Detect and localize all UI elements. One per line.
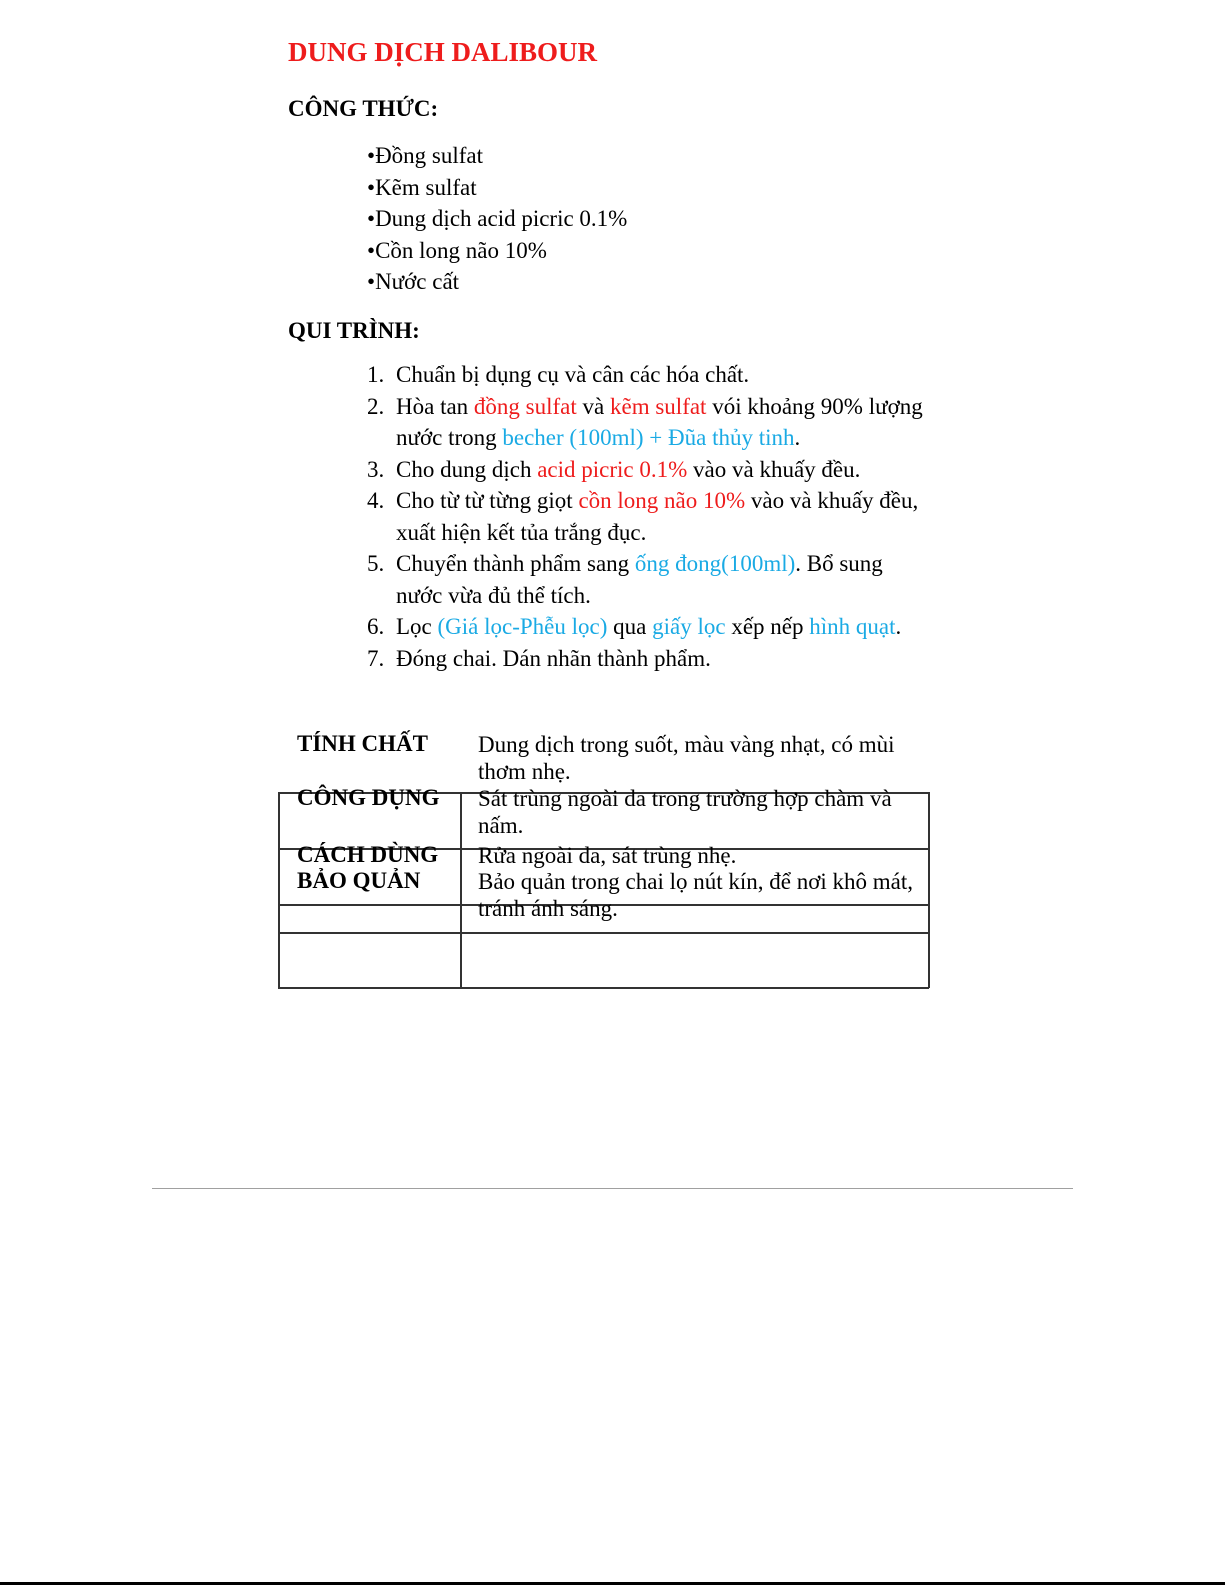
step-text: Cho từ từ từng giọt cồn long não 10% vào và khuấy đều, xuất hiện kết tủa trắng đục. (396, 488, 919, 545)
formula-list (367, 140, 627, 298)
formula-item: • Đồng sulfat (367, 140, 627, 172)
table-border (278, 792, 280, 988)
procedure-heading: QUI TRÌNH: (288, 318, 420, 343)
chemical-highlight: kẽm sulfat (610, 393, 707, 419)
step-text: Cho dung dịch acid picric 0.1% vào và khuấy đều. (396, 456, 861, 482)
procedure-step (367, 359, 932, 391)
chemical-highlight: đồng sulfat (473, 393, 577, 419)
procedure-step (367, 643, 932, 675)
formula-item: • Cồn long não 10% (367, 235, 627, 267)
table-border (460, 792, 462, 988)
step-number: 5. (367, 551, 385, 576)
property-label: CÔNG DỤNG (297, 785, 440, 810)
procedure-step (367, 391, 932, 454)
formula-heading: CÔNG THỨC: (288, 96, 439, 121)
procedure-step (367, 611, 932, 643)
equipment-highlight: giấy lọc (652, 614, 726, 639)
step-text: Hòa tan đồng sulfat và kẽm sulfat vói khoảng 90% lượng nước trong becher (100ml) + Đũa thủy tinh. (396, 393, 923, 450)
table-border (278, 932, 929, 934)
procedure-step (367, 485, 932, 548)
step-text: Chuyển thành phẩm sang ống đong(100ml). Bổ sung nước vừa đủ thể tích. (396, 551, 883, 608)
table-border (278, 987, 929, 989)
step-text: Lọc (Giá lọc-Phễu lọc) qua giấy lọc xếp nếp hình quạt. (396, 614, 902, 639)
equipment-highlight: (Giá lọc-Phễu lọc) (437, 614, 608, 639)
step-number: 2. (367, 393, 385, 419)
chemical-highlight: acid picric 0.1% (537, 456, 688, 482)
property-label: BẢO QUẢN (297, 868, 421, 893)
property-label: CÁCH DÙNG (297, 842, 439, 867)
table-border (928, 792, 930, 988)
formula-item: • Nước cất (367, 266, 627, 298)
procedure-step (367, 454, 932, 486)
step-text: Chuẩn bị dụng cụ và cân các hóa chất. (396, 362, 750, 387)
property-value: Bảo quản trong chai lọ nút kín, để nơi khô mát, tránh ánh sáng. (478, 869, 914, 921)
procedure-steps (367, 359, 932, 674)
procedure-step (367, 548, 932, 611)
formula-item: • Dung dịch acid picric 0.1% (367, 203, 627, 235)
step-number: 4. (367, 488, 385, 513)
property-label: TÍNH CHẤT (297, 731, 428, 756)
step-number: 6. (367, 614, 385, 639)
property-value: Sát trùng ngoài da trong trường hợp chàm và nấm. (478, 786, 892, 838)
step-number: 7. (367, 645, 385, 671)
step-text: Đóng chai. Dán nhãn thành phẩm. (396, 645, 711, 671)
equipment-highlight: ống đong(100ml) (634, 551, 796, 576)
equipment-highlight: becher (100ml) + Đũa thủy tinh (502, 425, 795, 450)
property-value: Dung dịch trong suốt, màu vàng nhạt, có mùi thơm nhẹ. (478, 732, 895, 784)
document-title: DUNG DỊCH DALIBOUR (288, 37, 598, 67)
equipment-highlight: hình quạt (809, 614, 896, 639)
page-divider (152, 1188, 1073, 1189)
property-value: Rửa ngoài da, sát trùng nhẹ. (478, 843, 737, 868)
step-number: 1. (367, 362, 385, 387)
chemical-highlight: cồn long não 10% (578, 488, 746, 513)
step-number: 3. (367, 456, 385, 482)
formula-item: • Kẽm sulfat (367, 172, 627, 204)
